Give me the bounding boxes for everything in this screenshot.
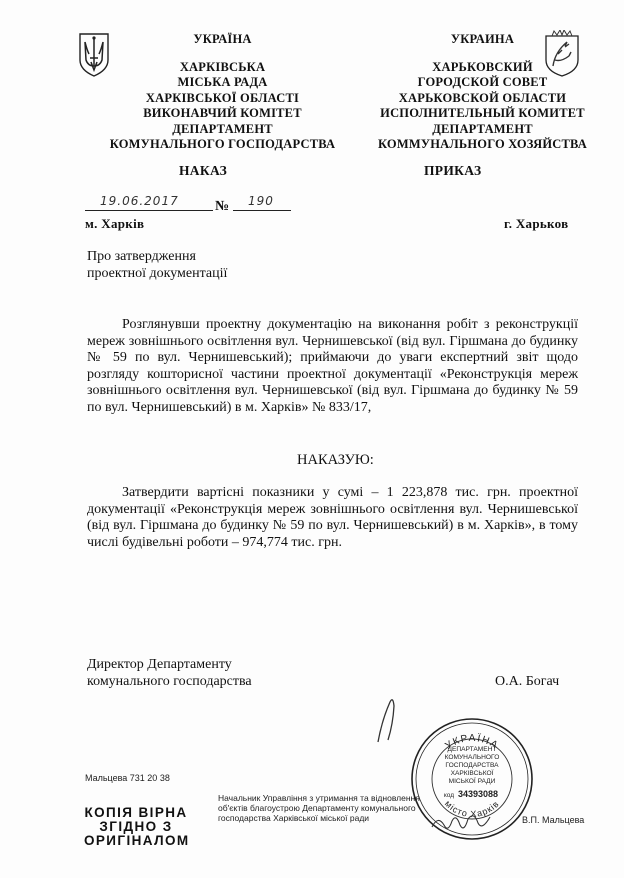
order-number: 190 [248,194,274,208]
signature-position [87,657,252,690]
header-right-line: ХАРЬКОВСКИЙ [432,59,533,74]
preamble-paragraph: Розглянувши проектну документацію на виконання робіт з реконструкції мереж зовнішнього освітлення вул. Чернишевської (від вул. Гіршмана до будинку № 59 по вул. Чернишевський); приймаючи до уваги експертний звіт щодо розгляду кошторисної частини проектної документації «Реконструкція мереж зовнішнього освітлення вул. Чернишевської (від вул. Гіршмана до будинку № 59 по вул. Чернишевський) в м. Харків» № 833/17, [87,317,578,415]
subject-line: Про затвердження [87,249,196,264]
header-left-line: ХАРКІВСЬКА [179,59,266,74]
header-left-country: УКРАЇНА [193,32,252,46]
order-subject [87,249,227,282]
seal-line: КОМУНАЛЬНОГО [444,754,500,761]
seal-top-text: УКРАЇНА [443,732,501,752]
header-left-line: ДЕПАРТАМЕНТ [172,121,273,136]
certification-line: об'єктів благоустрою Департаменту комунального [218,803,416,813]
header-right-country: УКРАИНА [450,32,515,46]
doc-type-uk: НАКАЗ [179,163,228,178]
seal-code-label: код [443,792,454,799]
header-left-line: ХАРКІВСЬКОЇ ОБЛАСТІ [145,90,300,105]
doc-type-ru: ПРИКАЗ [424,163,482,178]
seal-signature-scribble [430,805,500,845]
certification-name: В.П. Мальцева [522,815,585,825]
seal-line: МІСЬКОЇ РАДИ [448,778,496,785]
header-right-line: ХАРЬКОВСКОЙ ОБЛАСТИ [398,90,567,105]
header-right [355,32,610,153]
header-left-line: КОМУНАЛЬНОГО ГОСПОДАРСТВА [109,137,336,151]
subject-line: проектної документації [87,265,228,281]
executor-note: Мальцева 731 20 38 [85,773,170,783]
order-date-line [85,210,213,211]
seal-bottom-text: місто Харків [442,798,502,820]
order-heading: НАКАЗУЮ: [297,452,374,468]
certification-line: Начальник Управління з утримання та відновлення [218,793,420,803]
order-text-paragraph: Затвердити вартісні показники у сумі – 1 223,878 тис. грн. проектної документації «Реконструкція мереж зовнішнього освітлення вул. Чернишевської (від вул. Гіршмана до будинку № 59 по вул. Чернишевський) в м. Харків», в тому числі будівельні роботи – 974,774 тис. грн. [87,485,578,550]
header-left-line: МІСЬКА РАДА [177,75,268,89]
signature-position-line: Директор Департаменту [87,657,232,672]
seal-line: ХАРКІВСЬКОЇ [450,770,494,777]
signature-position-line: комунального господарства [87,673,252,689]
seal-line: ДЕПАРТАМЕНТ [447,746,497,753]
city-uk: м. Харків [85,216,145,231]
copy-stamp-line: ОРИГІНАЛОМ [84,833,190,848]
header-right-line: ИСПОЛНИТЕЛЬНЫЙ КОМИТЕТ [380,106,585,120]
signature-name: О.А. Богач [495,674,560,689]
seal-line: ГОСПОДАРСТВА [445,762,499,769]
seal-code: 34393088 [457,789,499,799]
header-left [95,32,350,153]
city-ru: г. Харьков [504,216,569,231]
order-date: 19.06.2017 [100,194,179,208]
certification-text [218,793,420,823]
header-right-line: КОММУНАЛЬНОГО ХОЗЯЙСТВА [377,137,588,151]
header-right-line: ГОРОДСКОЙ СОВЕТ [417,75,548,89]
copy-certified-stamp [84,806,188,848]
copy-stamp-line: КОПІЯ ВІРНА [84,805,188,820]
header-right-line: ДЕПАРТАМЕНТ [432,121,533,136]
header-left-line: ВИКОНАВЧИЙ КОМІТЕТ [143,106,302,120]
copy-stamp-line: ЗГІДНО З [99,819,173,834]
certification-line: господарства Харківської міської ради [218,813,370,823]
order-number-sign: № [215,199,230,214]
order-number-line [233,210,291,211]
